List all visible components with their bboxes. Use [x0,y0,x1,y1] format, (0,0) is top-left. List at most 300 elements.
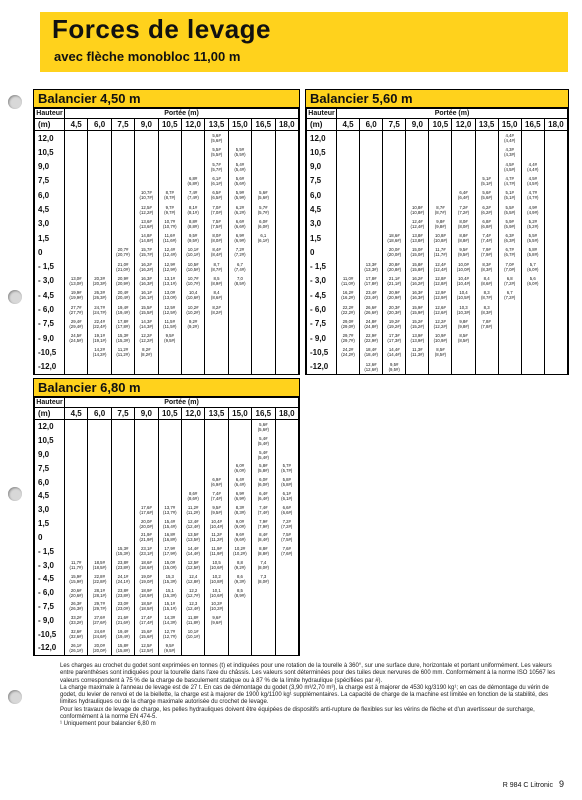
load-value-axis: (15,8#) [410,266,425,272]
load-value: 8,0# [212,233,221,239]
load-cell [181,160,204,174]
load-value-axis: (9,3#) [234,578,246,584]
load-cell [475,131,498,146]
load-cell [65,489,88,503]
load-cell [475,231,498,245]
load-value-axis: (4,7#) [504,180,516,186]
height-value: - 6,0 [35,586,65,600]
load-cell [337,260,360,274]
load-value: 15,0# [411,247,423,253]
load-value: 20,0# [94,642,105,648]
load-cell [65,317,88,331]
reach-value: 6,0 [360,119,383,131]
height-value: 4,5 [35,202,65,216]
load-value-axis: (5,7#) [257,209,269,215]
load-cell [498,260,521,274]
reach-value: 15,0 [228,408,251,420]
load-value-axis: (10,3#) [456,309,471,315]
load-cell [521,245,544,259]
load-cell [252,188,275,202]
load-value: 7,4 [260,560,267,566]
load-value: 15,8# [411,261,423,267]
load-cell [252,517,275,531]
load-value-axis: (6,9#) [210,482,223,488]
load-value: 12,5# [187,560,199,566]
load-cell [228,231,251,245]
load-value: 21,9# [140,532,152,538]
load-cell [498,302,521,316]
load-cell [275,145,298,159]
page-number: 9 [558,779,564,789]
load-cell [275,420,298,434]
load-value: 21,6# [117,615,129,621]
load-value-axis: (20,6#) [69,592,83,598]
notes [60,663,560,729]
load-value-axis: (12,4#) [186,606,200,612]
height-value: -10,5 [307,345,337,359]
load-cell [252,613,275,627]
load-value: 16,3# [411,290,423,296]
load-value-axis: (21,0#) [116,266,130,272]
load-cell [181,231,204,245]
load-value: 9,5# [165,642,174,648]
load-value-axis: (21,1#) [387,280,402,286]
load-cell [158,586,181,600]
load-cell [205,420,228,434]
load-value: 15,3# [117,333,129,339]
load-value-axis: (8,0#) [257,578,269,584]
load-value-axis: (27,6#) [92,620,107,626]
load-cell [275,627,298,641]
load-value-axis: (24,7#) [92,309,107,315]
load-cell [88,434,111,448]
load-cell [275,217,298,231]
load-value: 10,2# [234,546,246,552]
load-cell [135,145,158,159]
load-cell [88,188,111,202]
load-cell [360,174,383,188]
load-value-axis: (17,8#) [116,323,130,329]
height-unit: (m) [35,119,65,131]
load-value-axis: (6,4#) [257,495,269,501]
table-row [35,461,299,475]
load-cell [337,202,360,216]
load-value-axis: (7,0#) [504,266,516,272]
load-cell [135,586,158,600]
load-value-axis: (12,4#) [162,252,177,258]
load-value: 19,4# [117,304,129,310]
load-value-axis: (8,0#) [210,238,223,244]
load-cell [88,260,111,274]
load-value: 6,6# [282,504,291,510]
load-cell [88,145,111,159]
load-value: 20,7# [117,247,129,253]
load-value: 8,4# [212,247,221,253]
table-row [307,274,568,288]
load-cell [406,345,429,359]
load-cell [544,188,567,202]
load-cell [158,613,181,627]
load-value: 9,6# [212,615,221,621]
load-value-axis: (26,3#) [69,606,83,612]
load-value-axis: (6,4#) [234,482,246,488]
load-value: 10,4 [188,290,198,296]
load-value-axis: (10,1#) [186,252,200,258]
load-value-axis: (7,4#) [210,495,223,501]
load-cell [383,245,406,259]
load-value: 12,6# [365,361,377,367]
load-cell [158,558,181,572]
height-value: - 3,0 [307,274,337,288]
load-cell [252,489,275,503]
load-value-axis: (8,4#) [210,252,223,258]
height-value: 7,5 [35,461,65,475]
load-cell [275,434,298,448]
load-cell [135,245,158,259]
table-row [307,260,568,274]
table-row [307,174,568,188]
load-cell [275,600,298,614]
load-value-axis: (11,7#) [69,565,83,571]
load-value-axis: (15,3#) [162,578,177,584]
load-cell [135,288,158,302]
load-value: 17,6# [140,504,152,510]
load-cell [275,202,298,216]
load-cell [521,302,544,316]
load-value: 19,4# [117,629,129,635]
load-cell [252,503,275,517]
load-cell [135,517,158,531]
load-cell [181,188,204,202]
load-cell [383,160,406,174]
table-row [35,503,299,517]
load-cell [228,331,251,345]
load-value: 18,6# [388,233,400,239]
load-value-axis: (9,0#) [234,523,246,529]
load-value: 5,2# [528,218,537,224]
load-value-axis: (10,7#) [162,223,177,229]
load-cell [252,345,275,359]
load-value: 6,4# [235,477,245,483]
load-cell [65,160,88,174]
load-cell [111,613,134,627]
table-row [35,245,299,259]
load-cell [158,131,181,146]
load-cell [181,288,204,302]
table-title: Balancier 6,80 m [34,379,299,397]
load-cell [65,174,88,188]
load-cell [337,174,360,188]
load-value: 20,0# [140,518,152,524]
load-cell [111,145,134,159]
load-cell [252,217,275,231]
load-value: 21,0# [117,261,129,267]
load-cell [228,245,251,259]
load-cell [544,317,567,331]
load-value-axis: (8,8#) [257,551,269,557]
table-row [35,274,299,288]
load-cell [475,331,498,345]
load-value: 18,9# [140,587,152,593]
load-cell [452,260,475,274]
load-cell [498,145,521,159]
load-value: 5,5# [235,147,245,153]
load-cell [111,531,134,545]
load-cell [406,288,429,302]
height-value: 7,5 [35,174,65,188]
load-value: 6,7 [506,290,513,296]
height-value: -12,0 [35,360,65,374]
height-value: 6,0 [35,475,65,489]
load-cell [228,600,251,614]
load-cell [228,586,251,600]
load-value-axis: (18,9#) [139,592,154,598]
load-cell [252,461,275,475]
load-value-axis: (5,5#) [234,152,246,158]
load-value-axis: (22,4#) [92,323,107,329]
load-value: 11,7# [70,560,82,566]
load-cell [181,317,204,331]
load-cell [158,475,181,489]
load-value: 5,1# [505,190,514,196]
load-cell [88,331,111,345]
load-value-axis: (7,9#) [480,252,493,258]
load-cell [205,517,228,531]
load-cell [158,217,181,231]
load-cell [181,360,204,374]
load-cell [65,600,88,614]
load-value: 7,4# [212,490,221,496]
load-cell [181,260,204,274]
reach-value: 16,5 [252,119,275,131]
table-balancier-560 [305,89,569,375]
load-cell [544,345,567,359]
load-value: 8,6# [188,490,198,496]
load-value-axis: (5,2#) [527,223,539,229]
table-row [35,572,299,586]
load-value-axis: (33,2#) [69,620,83,626]
load-cell [181,586,204,600]
load-cell [406,174,429,188]
load-cell [181,531,204,545]
load-value-axis: (6,2#) [480,209,493,215]
load-cell [88,202,111,216]
load-cell [135,188,158,202]
load-value: 12,2 [188,587,198,593]
load-cell [181,503,204,517]
load-cell [65,434,88,448]
load-cell [158,174,181,188]
load-value: 5,5# [528,233,537,239]
load-value: 5,4# [259,449,268,455]
load-value: 15,8# [117,642,129,648]
load-value: 15,1 [165,587,174,593]
load-cell [65,420,88,434]
load-cell [228,174,251,188]
load-cell [498,217,521,231]
height-value: - 4,5 [35,572,65,586]
load-cell [406,260,429,274]
load-cell [111,448,134,462]
load-cell [135,558,158,572]
height-value: 1,5 [35,231,65,245]
load-cell [252,360,275,374]
load-value-axis: (13,5#) [186,537,200,543]
reach-value: 13,5 [205,119,228,131]
load-value: 13,7# [164,504,176,510]
load-value-axis: (12,5#) [162,309,177,315]
load-value: 10,2 [212,573,221,579]
load-value-axis: (5,7#) [281,468,293,474]
load-value-axis: (11,6#) [163,238,177,244]
load-value: 8,2# [212,304,221,310]
load-value-axis: (14,2#) [92,352,107,358]
table-row [35,131,299,146]
load-value: 7,5# [282,532,291,538]
load-value: 10,5 [212,560,221,566]
load-cell [252,260,275,274]
load-value-axis: (12,4#) [186,523,200,529]
reach-value: 12,0 [181,408,204,420]
load-cell [181,331,204,345]
load-value-axis: (10,2#) [233,551,247,557]
load-cell [111,231,134,245]
load-cell [337,217,360,231]
load-value-axis: (21,6#) [116,620,130,626]
load-cell [181,448,204,462]
load-value-axis: (4,7#) [527,195,539,201]
load-cell [228,288,251,302]
load-cell [158,245,181,259]
load-value: 6,4# [259,490,268,496]
load-cell [88,558,111,572]
load-value-axis: (32,6#) [69,634,83,640]
lifting-table [306,108,568,374]
reach-value: 10,5 [158,408,181,420]
height-value: 3,0 [307,217,337,231]
load-cell [205,448,228,462]
load-value-axis: (5,4#) [257,440,269,446]
load-cell [498,245,521,259]
load-value: 8,8# [459,233,468,239]
load-cell [65,274,88,288]
load-value-axis: (22,9#) [364,338,378,344]
load-cell [135,202,158,216]
table-row [307,188,568,202]
load-value-axis: (11,9#) [209,551,224,557]
table-row [307,360,568,374]
load-value-axis: (12,4#) [410,223,425,229]
load-value: 7,3 [260,573,267,579]
load-value: 20,4# [117,290,129,296]
load-value-axis: (5,6#) [257,195,269,201]
load-value: 18,4# [365,347,377,353]
load-cell [205,317,228,331]
load-value: 22,2# [342,304,354,310]
load-value: 7,2# [235,247,245,253]
load-cell [111,586,134,600]
load-value-axis: (15,3#) [162,592,177,598]
load-value: 15,7# [140,247,152,253]
load-cell [228,260,251,274]
load-cell [205,188,228,202]
load-value-axis: (9,5#) [164,647,176,653]
load-cell [111,420,134,434]
table-row [35,627,299,641]
load-value-axis: (10,5#) [186,266,200,272]
load-value-axis: (12,7#) [186,592,200,598]
load-cell [498,231,521,245]
load-cell [228,517,251,531]
load-cell [135,627,158,641]
load-value: 10,1 [212,587,221,593]
load-value-axis: (5,7#) [210,166,223,172]
table-row [35,231,299,245]
load-value-axis: (7,2#) [457,209,470,215]
load-value: 13,3# [365,261,377,267]
load-cell [181,613,204,627]
table-row [35,600,299,614]
load-cell [65,572,88,586]
load-value: 12,8# [435,275,446,281]
load-cell [475,174,498,188]
load-cell [88,489,111,503]
height-value: 12,0 [35,131,65,146]
load-value-axis: (7,2#) [281,523,293,529]
load-value-axis: (13,6#) [139,223,154,229]
load-value-axis: (15,0#) [162,565,177,571]
load-cell [275,572,298,586]
height-value: 3,0 [35,503,65,517]
load-cell [452,288,475,302]
load-value: 15,1# [164,601,176,607]
load-cell [275,360,298,374]
load-value-axis: (6,0#) [527,266,539,272]
load-value-axis: (15,7#) [139,252,154,258]
load-cell [452,174,475,188]
load-cell [205,288,228,302]
load-cell [135,503,158,517]
load-cell [158,627,181,641]
load-value: 14,4# [187,546,199,552]
load-value: 11,2# [211,532,222,538]
load-cell [228,345,251,359]
load-value-axis: (11,8#) [186,620,200,626]
load-cell [275,461,298,475]
load-value-axis: (5,6#) [234,180,246,186]
load-value: 26,3# [70,601,82,607]
load-cell [452,131,475,146]
load-value-axis: (19,4#) [116,634,130,640]
load-value: 9,6# [235,532,245,538]
reach-value: 7,5 [383,119,406,131]
load-cell [544,145,567,159]
reach-value: 9,0 [135,119,158,131]
load-cell [65,288,88,302]
load-value: 5,5# [212,147,221,153]
load-value: 6,4# [459,190,468,196]
table-row [307,245,568,259]
load-cell [275,345,298,359]
load-cell [158,145,181,159]
load-cell [111,331,134,345]
load-cell [383,231,406,245]
height-value: - 3,0 [35,558,65,572]
load-value: 8,7# [165,190,174,196]
load-cell [181,217,204,231]
load-value: 10,0# [458,261,469,267]
load-cell [181,131,204,146]
